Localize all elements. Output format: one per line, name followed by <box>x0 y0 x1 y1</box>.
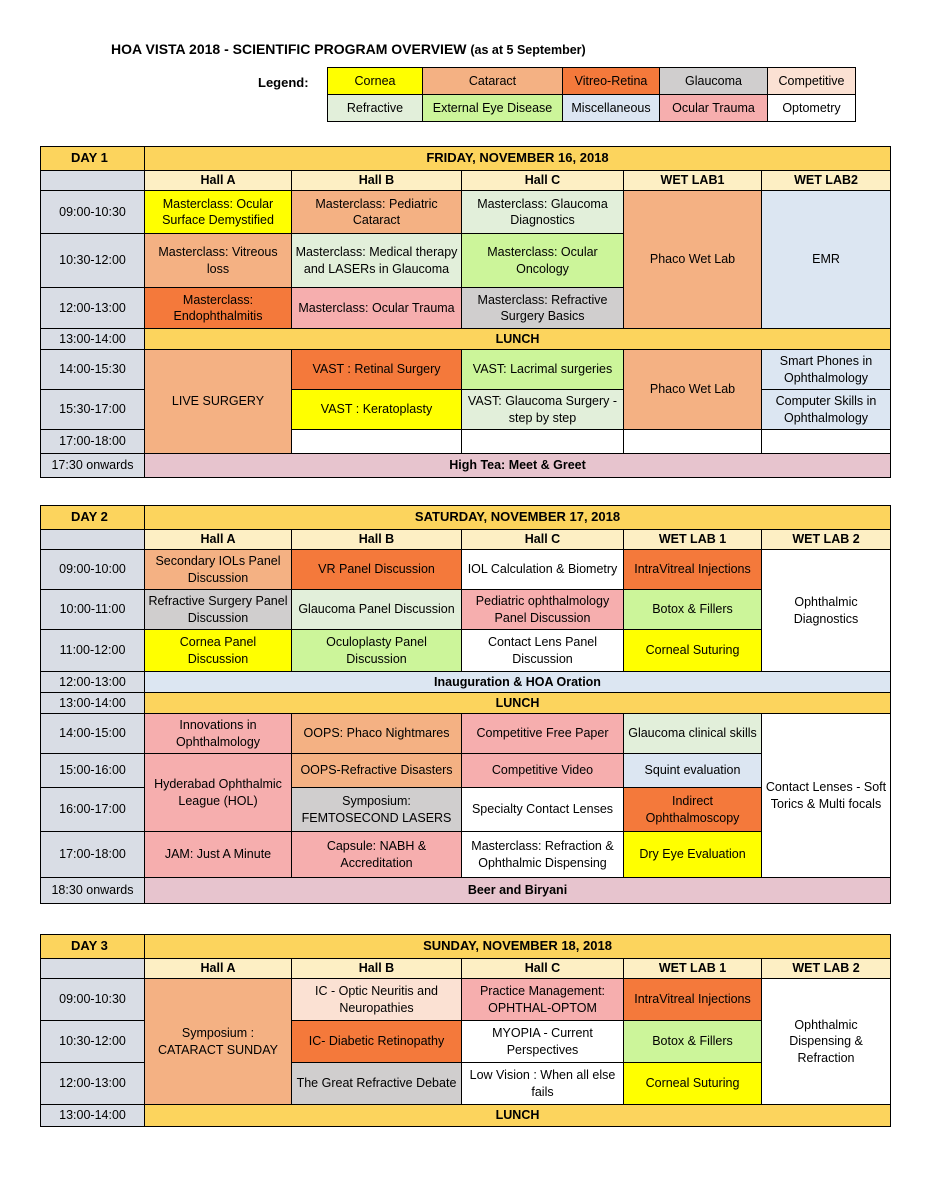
beer-biryani-banner: Beer and Biryani <box>145 878 891 904</box>
session-cell: Squint evaluation <box>624 754 762 788</box>
session-cell: OOPS-Refractive Disasters <box>292 754 462 788</box>
time-header <box>41 171 145 191</box>
legend-ocular-trauma: Ocular Trauma <box>660 95 768 122</box>
session-cell: LIVE SURGERY <box>145 350 292 454</box>
session-cell: Competitive Free Paper <box>462 714 624 754</box>
hall-header: WET LAB 2 <box>762 530 891 550</box>
session-cell: Low Vision : When all else fails <box>462 1063 624 1105</box>
hall-header: WET LAB1 <box>624 171 762 191</box>
lunch-banner: LUNCH <box>145 1105 891 1127</box>
legend-refractive: Refractive <box>328 95 423 122</box>
time-slot: 12:00-13:00 <box>41 1063 145 1105</box>
session-cell: Specialty Contact Lenses <box>462 788 624 832</box>
legend-vitreo-retina: Vitreo-Retina <box>563 68 660 95</box>
legend-cornea: Cornea <box>328 68 423 95</box>
hall-header: Hall B <box>292 530 462 550</box>
session-cell: Pediatric ophthalmology Panel Discussion <box>462 590 624 630</box>
time-slot: 09:00-10:30 <box>41 191 145 234</box>
time-header <box>41 530 145 550</box>
session-cell: Ophthalmic Dispensing & Refraction <box>762 979 891 1105</box>
session-cell: IntraVitreal Injections <box>624 979 762 1021</box>
session-cell: Oculoplasty Panel Discussion <box>292 630 462 672</box>
session-cell: Secondary IOLs Panel Discussion <box>145 550 292 590</box>
hall-header: Hall C <box>462 959 624 979</box>
time-slot: 11:00-12:00 <box>41 630 145 672</box>
session-cell: Symposium: FEMTOSECOND LASERS <box>292 788 462 832</box>
time-header <box>41 959 145 979</box>
session-cell: Phaco Wet Lab <box>624 191 762 329</box>
session-cell: Practice Management: OPHTHAL-OPTOM <box>462 979 624 1021</box>
hall-header: WET LAB 1 <box>624 959 762 979</box>
hall-header: WET LAB 1 <box>624 530 762 550</box>
session-cell: OOPS: Phaco Nightmares <box>292 714 462 754</box>
hall-header: WET LAB 2 <box>762 959 891 979</box>
legend-optometry: Optometry <box>768 95 856 122</box>
hall-header: Hall A <box>145 530 292 550</box>
session-cell: MYOPIA - Current Perspectives <box>462 1021 624 1063</box>
session-cell: Masterclass: Endophthalmitis <box>145 288 292 329</box>
empty-cell <box>762 430 891 454</box>
hall-header: WET LAB2 <box>762 171 891 191</box>
session-cell: Glaucoma Panel Discussion <box>292 590 462 630</box>
session-cell: Botox & Fillers <box>624 1021 762 1063</box>
legend-competitive: Competitive <box>768 68 856 95</box>
session-cell: Masterclass: Medical therapy and LASERs in Glaucoma <box>292 234 462 288</box>
time-slot: 10:30-12:00 <box>41 234 145 288</box>
time-slot: 15:30-17:00 <box>41 390 145 430</box>
session-cell: Dry Eye Evaluation <box>624 832 762 878</box>
session-cell: Cornea Panel Discussion <box>145 630 292 672</box>
session-cell: Contact Lens Panel Discussion <box>462 630 624 672</box>
day-label: DAY 3 <box>41 935 145 959</box>
session-cell: VR Panel Discussion <box>292 550 462 590</box>
day-date: FRIDAY, NOVEMBER 16, 2018 <box>145 147 891 171</box>
empty-cell <box>292 430 462 454</box>
legend-glaucoma: Glaucoma <box>660 68 768 95</box>
legend-miscellaneous: Miscellaneous <box>563 95 660 122</box>
session-cell: Innovations in Ophthalmology <box>145 714 292 754</box>
session-cell: Phaco Wet Lab <box>624 350 762 430</box>
session-cell: Masterclass: Ocular Oncology <box>462 234 624 288</box>
session-cell: VAST: Glaucoma Surgery - step by step <box>462 390 624 430</box>
session-cell: Corneal Suturing <box>624 630 762 672</box>
lunch-banner: LUNCH <box>145 693 891 714</box>
time-slot: 14:00-15:00 <box>41 714 145 754</box>
time-slot: 17:30 onwards <box>41 454 145 478</box>
time-slot: 12:00-13:00 <box>41 672 145 693</box>
time-slot: 09:00-10:30 <box>41 979 145 1021</box>
inauguration-banner: Inauguration & HOA Oration <box>145 672 891 693</box>
session-cell: Masterclass: Pediatric Cataract <box>292 191 462 234</box>
time-slot: 13:00-14:00 <box>41 329 145 350</box>
session-cell: Glaucoma clinical skills <box>624 714 762 754</box>
session-cell: VAST: Lacrimal surgeries <box>462 350 624 390</box>
session-cell: Contact Lenses - Soft Torics & Multi focals <box>762 714 891 878</box>
session-cell: IC - Optic Neuritis and Neuropathies <box>292 979 462 1021</box>
day-label: DAY 1 <box>41 147 145 171</box>
time-slot: 13:00-14:00 <box>41 693 145 714</box>
high-tea-banner: High Tea: Meet & Greet <box>145 454 891 478</box>
empty-cell <box>462 430 624 454</box>
legend-external-eye-disease: External Eye Disease <box>423 95 563 122</box>
session-cell: Competitive Video <box>462 754 624 788</box>
day2-schedule <box>40 505 891 904</box>
day3-schedule <box>40 934 891 1127</box>
legend <box>327 67 856 122</box>
hall-header: Hall A <box>145 959 292 979</box>
empty-cell <box>624 430 762 454</box>
session-cell: Refractive Surgery Panel Discussion <box>145 590 292 630</box>
hall-header: Hall C <box>462 530 624 550</box>
time-slot: 17:00-18:00 <box>41 430 145 454</box>
session-cell: VAST : Retinal Surgery <box>292 350 462 390</box>
session-cell: IntraVitreal Injections <box>624 550 762 590</box>
time-slot: 09:00-10:00 <box>41 550 145 590</box>
session-cell: IOL Calculation & Biometry <box>462 550 624 590</box>
session-cell: Masterclass: Ocular Surface Demystified <box>145 191 292 234</box>
session-cell: EMR <box>762 191 891 329</box>
time-slot: 16:00-17:00 <box>41 788 145 832</box>
session-cell: Hyderabad Ophthalmic League (HOL) <box>145 754 292 832</box>
session-cell: JAM: Just A Minute <box>145 832 292 878</box>
time-slot: 15:00-16:00 <box>41 754 145 788</box>
session-cell: Symposium : CATARACT SUNDAY <box>145 979 292 1105</box>
day1-schedule <box>40 146 891 478</box>
session-cell: Masterclass: Refraction & Ophthalmic Dispensing <box>462 832 624 878</box>
session-cell: The Great Refractive Debate <box>292 1063 462 1105</box>
session-cell: Masterclass: Glaucoma Diagnostics <box>462 191 624 234</box>
day-date: SATURDAY, NOVEMBER 17, 2018 <box>145 506 891 530</box>
time-slot: 13:00-14:00 <box>41 1105 145 1127</box>
time-slot: 10:00-11:00 <box>41 590 145 630</box>
time-slot: 17:00-18:00 <box>41 832 145 878</box>
time-slot: 18:30 onwards <box>41 878 145 904</box>
time-slot: 14:00-15:30 <box>41 350 145 390</box>
session-cell: Computer Skills in Ophthalmology <box>762 390 891 430</box>
hall-header: Hall A <box>145 171 292 191</box>
legend-label: Legend: <box>258 75 309 90</box>
day-label: DAY 2 <box>41 506 145 530</box>
time-slot: 12:00-13:00 <box>41 288 145 329</box>
session-cell: Corneal Suturing <box>624 1063 762 1105</box>
lunch-banner: LUNCH <box>145 329 891 350</box>
session-cell: Capsule: NABH & Accreditation <box>292 832 462 878</box>
session-cell: Indirect Ophthalmoscopy <box>624 788 762 832</box>
hall-header: Hall C <box>462 171 624 191</box>
time-slot: 10:30-12:00 <box>41 1021 145 1063</box>
session-cell: Ophthalmic Diagnostics <box>762 550 891 672</box>
hall-header: Hall B <box>292 959 462 979</box>
legend-cataract: Cataract <box>423 68 563 95</box>
session-cell: Smart Phones in Ophthalmology <box>762 350 891 390</box>
session-cell: VAST : Keratoplasty <box>292 390 462 430</box>
session-cell: Masterclass: Vitreous loss <box>145 234 292 288</box>
session-cell: Botox & Fillers <box>624 590 762 630</box>
page-title: HOA VISTA 2018 - SCIENTIFIC PROGRAM OVERVIEW (as at 5 September) <box>111 41 586 57</box>
hall-header: Hall B <box>292 171 462 191</box>
session-cell: Masterclass: Refractive Surgery Basics <box>462 288 624 329</box>
session-cell: Masterclass: Ocular Trauma <box>292 288 462 329</box>
session-cell: IC- Diabetic Retinopathy <box>292 1021 462 1063</box>
day-date: SUNDAY, NOVEMBER 18, 2018 <box>145 935 891 959</box>
